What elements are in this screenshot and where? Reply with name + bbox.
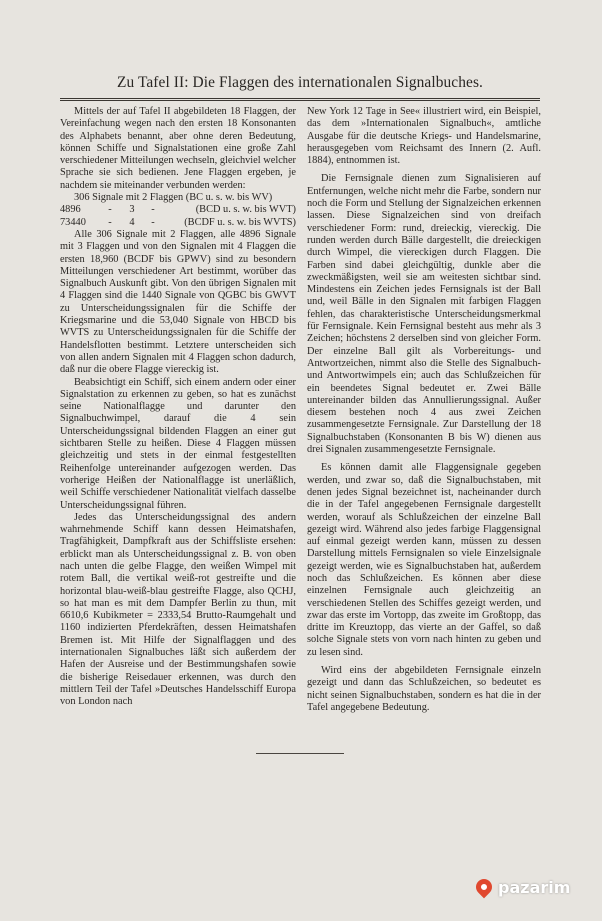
right-column (307, 106, 541, 714)
paragraph: Die Fernsignale dienen zum Signalisieren auf Entfernungen, welche nicht mehr die Farbe, sondern nur noch die Form und Stellung der Signalzeichen erkennen lassen. Diese Signalzeichen sind von dreifach verschiedener Form: rund, dreieckig, viereckig. Die runden werden durch Bälle dargestellt, die dreieckigen durch Wimpel, die viereckigen durch Flaggen. Die Farben sind dabei gleichgültig, dunkle aber die zweckmäßigsten, weil sie am weitesten sichtbar sind. Mindestens ein Zeichen jedes Fernsignals ist der Ball und, weil Bälle in den Signalen mit farbigen Flaggen fehlen, das charakteristische Unterscheidungsmerkmal für Fernsignale. Kein Fernsignal besteht aus mehr als 3 Zeichen; höchstens 2 derselben sind von gleicher Form. Der einzelne Ball gilt als Vorbereitungs- und Antwortzeichen, nimmt also die Stelle des Signalbuch- und Antwortwimpels ein; auch das Schlußzeichen für ein beendetes Signal bedeutet er. Zwei Bälle untereinander bilden das Annullierungssignal. Außer diesem bestehen noch 4 aus zwei Zeichen zusammengesetzte Fernsignale. Zur Darstellung der 18 Signalbuchstaben (Konsonanten B bis W) dienen aus drei Signalen zusammengesetzte Fernsignale. (307, 173, 541, 456)
watermark (476, 876, 570, 898)
paragraph: Beabsichtigt ein Schiff, sich einem andern oder einer Signalstation zu erkennen zu geben, so hat es zunächst seine Nationalflagge und darunter den Signalbuchwimpel, darauf die 4 sein Unterscheidungssignal bildenden Flaggen an einer gut sichtbaren Stelle zu heißen. Diese 4 Flaggen müssen gleichzeitig und stets in der einmal festgestellten Reihenfolge untereinander aufgezogen werden. Das vorherige Heißen der Nationalflagge ist unerläßlich, weil Schiffe verschiedener Nationalität vielfach dasselbe Unterscheidungssignal führen. (60, 376, 296, 511)
paragraph: New York 12 Tage in See« illustriert wird, ein Beispiel, das dem »Internationalen Signalbuch«, amtliche Ausgabe für die deutsche Kriegs- und Handelsmarine, herausgegeben vom Reichsamt des Innern (2. Aufl. 1884), entnommen ist. (307, 106, 541, 167)
table-flags: 3 (129, 204, 135, 216)
table-num: 73440 (60, 216, 86, 228)
table-dash: - (108, 204, 112, 216)
table-desc: (BCDF u. s. w. bis WVTS) (184, 216, 296, 228)
table-flags: 4 (129, 216, 135, 228)
watermark-text: pazarim (498, 877, 571, 897)
title-rule-top (60, 98, 540, 99)
end-rule (256, 753, 344, 754)
left-column (60, 106, 296, 709)
signal-table-row (60, 217, 296, 229)
paragraph: Wird eins der abgebildeten Fernsignale einzeln gezeigt und dann das Schlußzeichen, so bedeutet es nicht seinen Signalbuchstaben, sondern es hat die in der Tafel angegebene Bedeutung. (307, 665, 541, 713)
location-pin-icon (473, 876, 496, 899)
paragraph: Mittels der auf Tafel II abgebildeten 18 Flaggen, der Vereinfachung wegen nach den ersten 18 Konsonanten des Alphabets benannt, aber ohne deren Bedeutung, können Schiffe und Signalstationen eine große Zahl verschiedener Mitteilungen wechseln, gleichviel welcher Sprache sie sich bedienen. Jene Flaggen ergeben, je nachdem sie miteinander verbunden werden: (60, 106, 296, 191)
paragraph: Jedes das Unterscheidungssignal des andern wahrnehmende Schiff kann dessen Heimatshafen, Tragfähigkeit, Dampfkraft aus der Schiffsliste ersehen: erblickt man als Unterscheidungssignal z. B. von oben nach unten die gelbe Flagge, den weißen Wimpel mit rotem Ball, die vertikal weiß-rot gestreifte und die horizontal blau-weiß-blau gestreifte Flagge, also QCHJ, so hat man es mit dem Dampfer Berlin zu thun, mit 6610,6 Kubikmeter = 2333,54 Brutto-Raumgehalt und 1160 indizierten Pferdekräften, dessen Heimatshafen Bremen ist. Mit Hilfe der Signalflaggen und des internationalen Signalbuches läßt sich außerdem der Hafen der Ausreise und der Bestimmungshafen sowie die bisherige Reisedauer erkennen, was durch den mittlern Teil der Tafel »Deutsches Handelsschiff Europa von London nach (60, 511, 296, 708)
table-dash: - (151, 216, 155, 228)
paragraph: Alle 306 Signale mit 2 Flaggen, alle 4896 Signale mit 3 Flaggen und von den Signalen mit 4 Flaggen die ersten 18,960 (BCDF bis GPWV) sind zu besondern Mitteilungen verschiedener Art bestimmt, worüber das Signalbuch Auskunft gibt. Von den übrigen Signalen mit 4 Flaggen sind die 1440 Signale von QGBC bis GWVT zu Unterscheidungssignalen für die Schiffe der Kriegsmarine und die 53,040 Signale von HBCD bis WVTS zu Unterscheidungssignalen für die Schiffe der Handelsflotten bestimmt. Letztere unterscheiden sich von allen andern Signalen mit 4 Flaggen schon dadurch, daß nur die obere Flagge viereckig ist. (60, 228, 296, 376)
signal-count-line: 306 Signale mit 2 Flaggen (BC u. s. w. bis WV) (74, 192, 273, 204)
table-num: 4896 (60, 204, 81, 216)
paragraph: Es können damit alle Flaggensignale gegeben werden, und zwar so, daß die Signalbuchstaben, mit denen jedes Signal bezeichnet ist, nacheinander durch die in der Tafel angegebenen Fernsignale dargestellt werden, worauf als Schlußzeichen der einzelne Ball gezeigt wird. Während also jedes farbige Flaggensignal auf einmal gezeigt werden kann, müssen zu dessen Darstellung mittels Fernsignalen so viele Einzelsignale gezeigt werden, wie es Signalbuchstaben hat, außerdem noch das Schlußzeichen. Es können aber diese einzelnen Fernsignale auch gleichzeitig an verschiedenen Stellen des Schiffes gezeigt werden, und zwar das erste im Vortopp, das zweite im Großtopp, das dritte im Kreuztopp, das vierte an der Gaffel, so daß solche Signale stets von vorn nach hinten zu geben und zu lesen sind. (307, 462, 541, 658)
signal-table-row (60, 204, 296, 216)
table-dash: - (108, 216, 112, 228)
title-rule-bottom (60, 100, 540, 101)
table-dash: - (151, 204, 155, 216)
page-title: Zu Tafel II: Die Flaggen des internationalen Signalbuches. (116, 74, 483, 91)
table-desc: (BCD u. s. w. bis WVT) (195, 204, 296, 216)
